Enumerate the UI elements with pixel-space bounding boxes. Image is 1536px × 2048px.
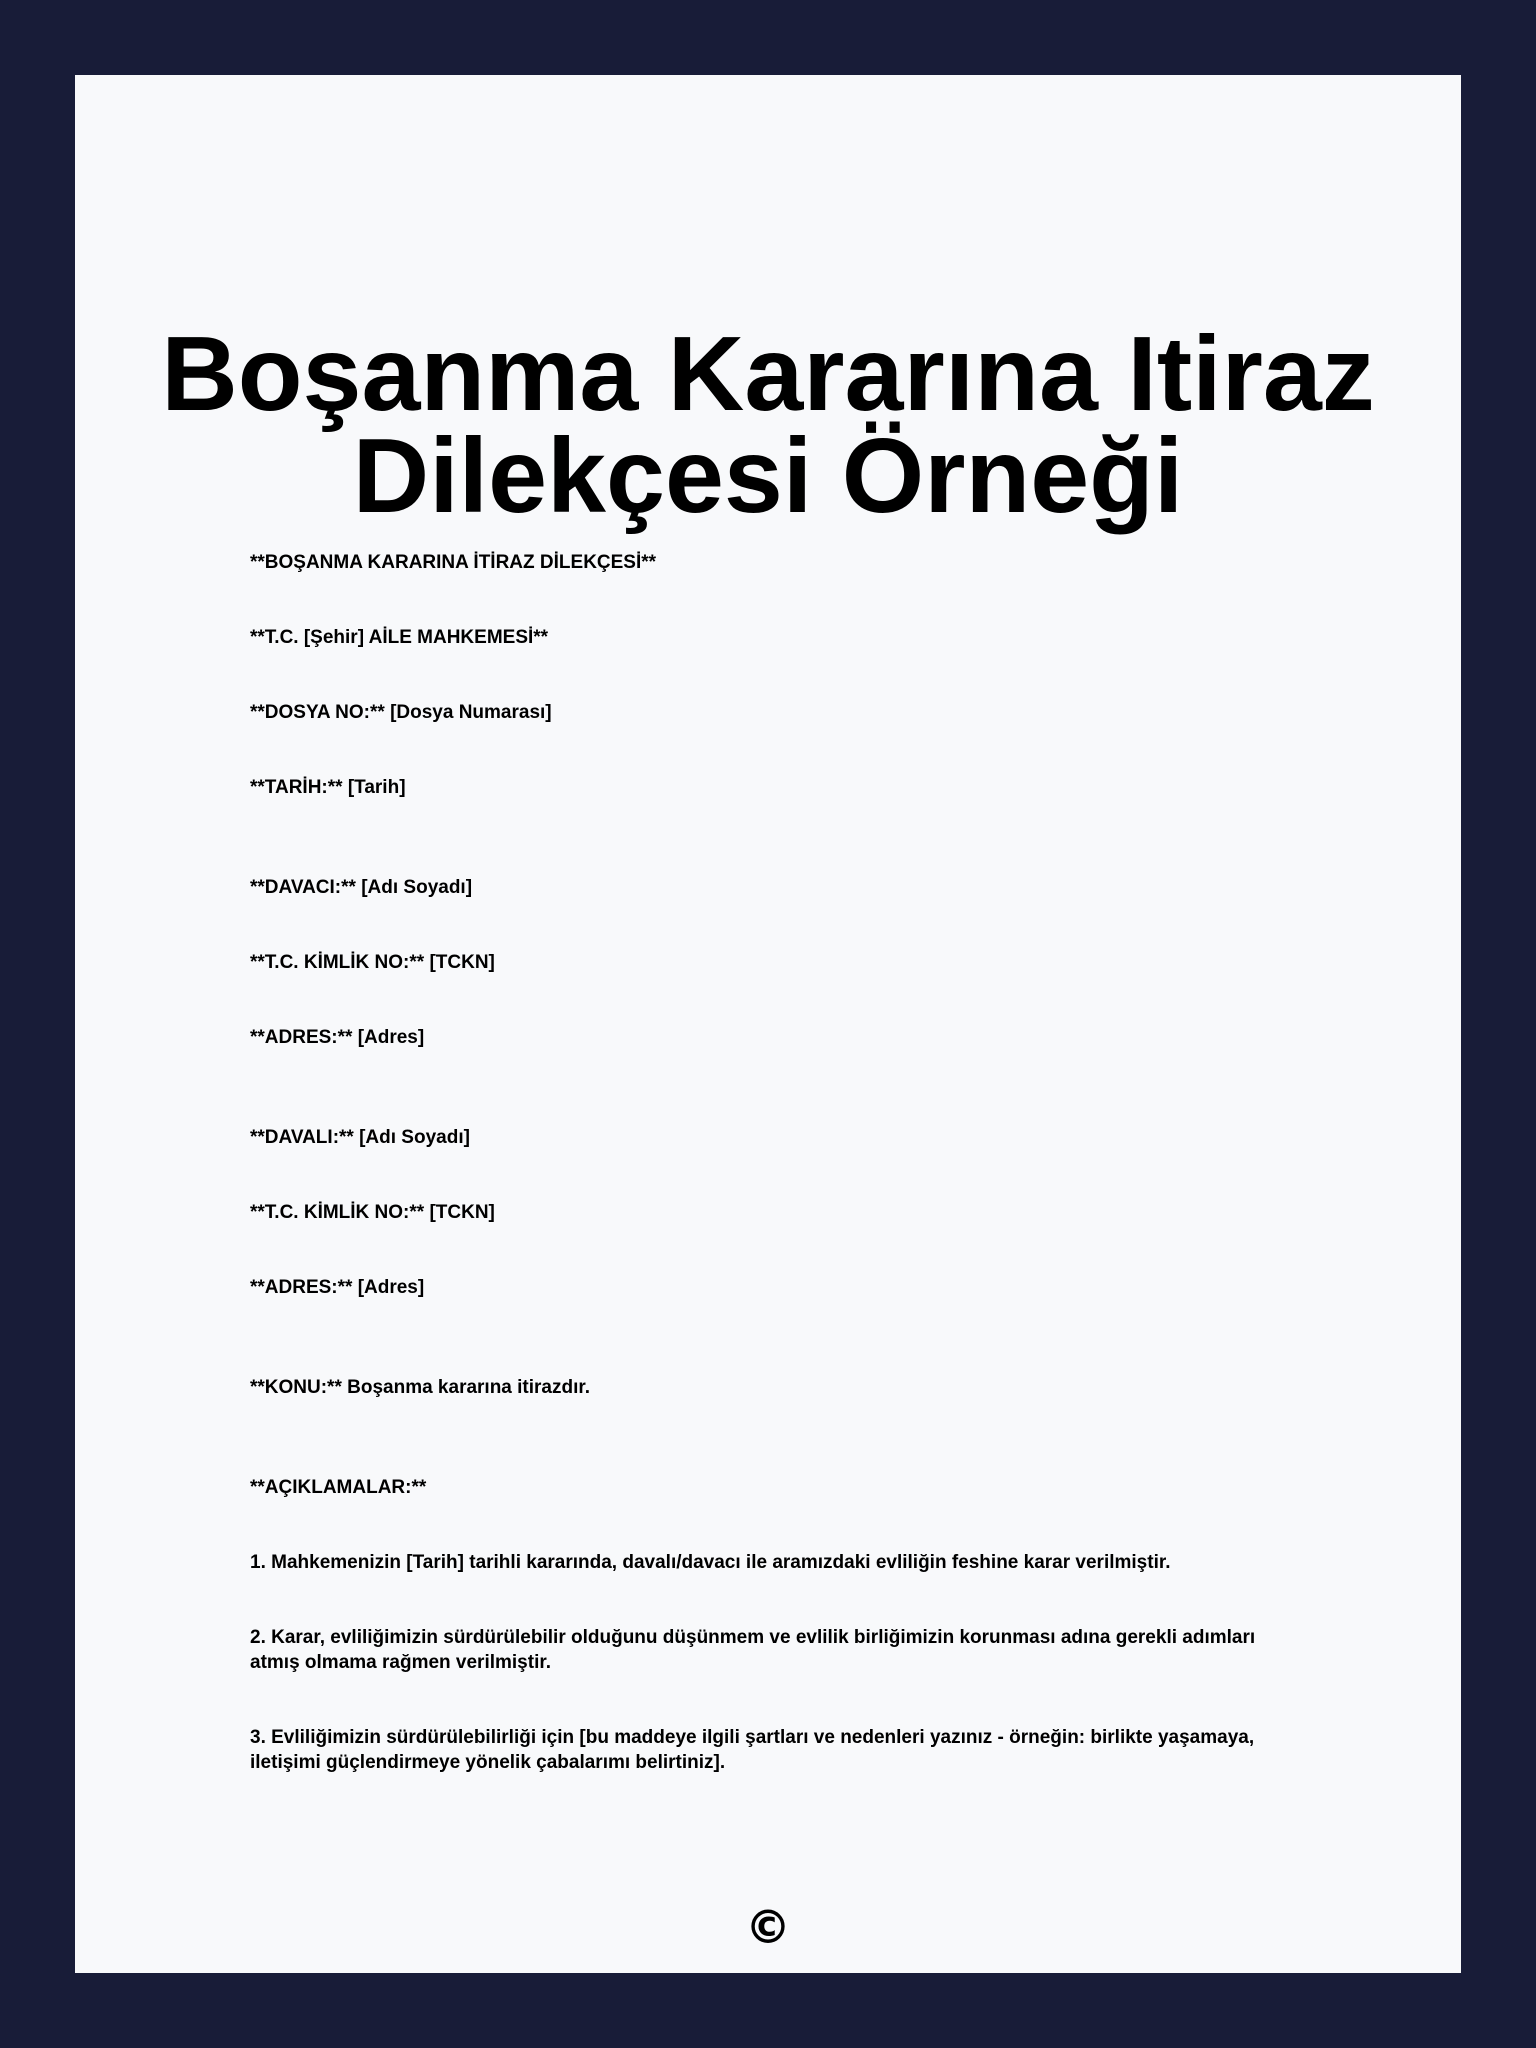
defendant-address-line: **ADRES:** [Adres] [250, 1277, 425, 1298]
file-number-line: **DOSYA NO:** [Dosya Numarası] [250, 702, 552, 723]
explanation-item-2: 2. Karar, evliliğimizin sürdürülebilir olduğunu düşünmem ve evlilik birliğimizin korunması adına gerekli adımları atmış olmama rağmen verilmiştir. [250, 1627, 1256, 1673]
title-line-1: Boşanma Kararına Itiraz [161, 315, 1375, 433]
plaintiff-address-line: **ADRES:** [Adres] [250, 1027, 425, 1048]
explanation-item-3: 3. Evliliğimizin sürdürülebilirliği için [bu maddeye ilgili şartları ve nedenleri yazınız - örneğin: birlikte yaşamaya, iletişimi güçlendirmeye yönelik çabalarımı belirtiniz]. [250, 1727, 1255, 1773]
petition-heading: **BOŞANMA KARARINA İTİRAZ DİLEKÇESİ** [250, 552, 657, 573]
document-page [75, 75, 1461, 1973]
plaintiff-id-line: **T.C. KİMLİK NO:** [TCKN] [250, 952, 495, 973]
subject-line: **KONU:** Boşanma kararına itirazdır. [250, 1377, 591, 1398]
copyright-icon: © [745, 1900, 791, 1954]
date-line: **TARİH:** [Tarih] [250, 777, 406, 798]
plaintiff-name-line: **DAVACI:** [Adı Soyadı] [250, 877, 473, 898]
title-line-2: Dilekçesi Örneği [352, 417, 1184, 535]
explanations-heading: **AÇIKLAMALAR:** [250, 1477, 427, 1498]
defendant-name-line: **DAVALI:** [Adı Soyadı] [250, 1127, 470, 1148]
defendant-id-line: **T.C. KİMLİK NO:** [TCKN] [250, 1202, 495, 1223]
court-line: **T.C. [Şehir] AİLE MAHKEMESİ** [250, 627, 549, 648]
page-title [75, 315, 1461, 535]
explanation-item-1: 1. Mahkemenizin [Tarih] tarihli kararında, davalı/davacı ile aramızdaki evliliğin feshine karar verilmiştir. [250, 1552, 1171, 1573]
